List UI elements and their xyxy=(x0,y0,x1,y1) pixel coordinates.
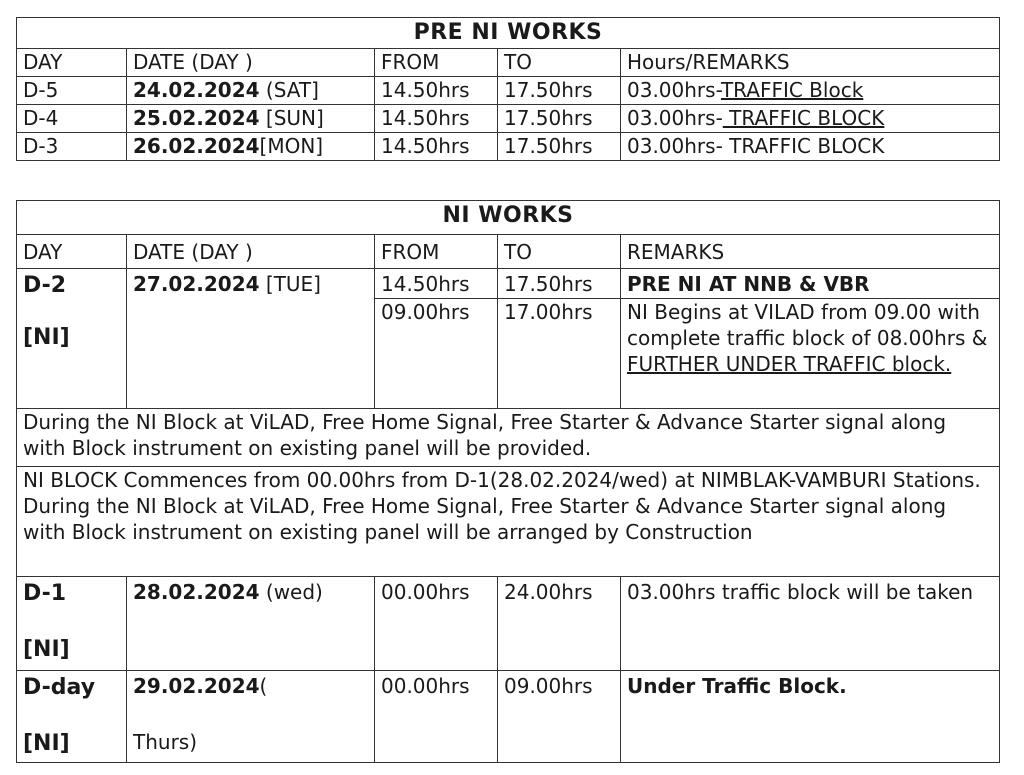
remarks-cell: 03.00hrs- TRAFFIC BLOCK xyxy=(621,105,1000,133)
column-header: FROM xyxy=(375,49,498,77)
table-row xyxy=(17,269,1000,299)
table-title: PRE NI WORKS xyxy=(17,18,1000,49)
remarks-cell: 03.00hrs-TRAFFIC Block xyxy=(621,77,1000,105)
table-row xyxy=(17,77,1000,105)
column-header: TO xyxy=(498,235,621,269)
from-cell: 14.50hrs xyxy=(375,133,498,161)
table-row xyxy=(17,577,1000,671)
column-header: DATE (DAY ) xyxy=(127,235,375,269)
remarks-cell: PRE NI AT NNB & VBR xyxy=(621,269,1000,299)
ni-works-table xyxy=(16,200,1000,763)
remarks-cell: 03.00hrs traffic block will be taken xyxy=(621,577,1000,671)
column-header: DAY xyxy=(17,49,127,77)
column-header: FROM xyxy=(375,235,498,269)
remarks-cell: NI Begins at VILAD from 09.00 with complete traffic block of 08.00hrs & FURTHER UNDER TRAFFIC block. xyxy=(621,299,1000,409)
date-cell: 29.02.2024( Thurs) xyxy=(127,671,375,763)
to-cell: 17.00hrs xyxy=(498,299,621,409)
from-cell: 14.50hrs xyxy=(375,269,498,299)
date-cell: 25.02.2024 [SUN] xyxy=(127,105,375,133)
to-cell: 09.00hrs xyxy=(498,671,621,763)
column-header: TO xyxy=(498,49,621,77)
date-cell: 24.02.2024 (SAT] xyxy=(127,77,375,105)
to-cell: 17.50hrs xyxy=(498,133,621,161)
from-cell: 14.50hrs xyxy=(375,105,498,133)
table-row xyxy=(17,133,1000,161)
ni-block-commence-note: NI BLOCK Commences from 00.00hrs from D-1(28.02.2024/wed) at NIMBLAK-VAMBURI Stations. During the NI Block at ViLAD, Free Home Signal, Free Starter & Advance Starter signal along with Block instrument on existing panel will be arranged by Construction xyxy=(17,467,1000,577)
to-cell: 24.00hrs xyxy=(498,577,621,671)
column-header: DAY xyxy=(17,235,127,269)
day-cell: D-2 [NI] xyxy=(17,269,127,409)
to-cell: 17.50hrs xyxy=(498,105,621,133)
column-header: Hours/REMARKS xyxy=(621,49,1000,77)
day-cell: D-3 xyxy=(17,133,127,161)
table-title: NI WORKS xyxy=(17,201,1000,235)
from-cell: 14.50hrs xyxy=(375,77,498,105)
column-header: DATE (DAY ) xyxy=(127,49,375,77)
remarks-cell: Under Traffic Block. xyxy=(621,671,1000,763)
from-cell: 00.00hrs xyxy=(375,671,498,763)
date-cell: 28.02.2024 (wed) xyxy=(127,577,375,671)
date-cell: 27.02.2024 [TUE] xyxy=(127,269,375,409)
table-row xyxy=(17,105,1000,133)
date-cell: 26.02.2024[MON] xyxy=(127,133,375,161)
day-cell: D-4 xyxy=(17,105,127,133)
pre-ni-works-table xyxy=(16,17,1000,161)
day-cell: D-5 xyxy=(17,77,127,105)
day-cell: D-1 [NI] xyxy=(17,577,127,671)
day-cell: D-day [NI] xyxy=(17,671,127,763)
ni-block-note: During the NI Block at ViLAD, Free Home Signal, Free Starter & Advance Starter signal along with Block instrument on existing panel will be provided. xyxy=(17,409,1000,467)
from-cell: 00.00hrs xyxy=(375,577,498,671)
remarks-cell: 03.00hrs- TRAFFIC BLOCK xyxy=(621,133,1000,161)
to-cell: 17.50hrs xyxy=(498,269,621,299)
from-cell: 09.00hrs xyxy=(375,299,498,409)
column-header: REMARKS xyxy=(621,235,1000,269)
table-row xyxy=(17,671,1000,763)
to-cell: 17.50hrs xyxy=(498,77,621,105)
